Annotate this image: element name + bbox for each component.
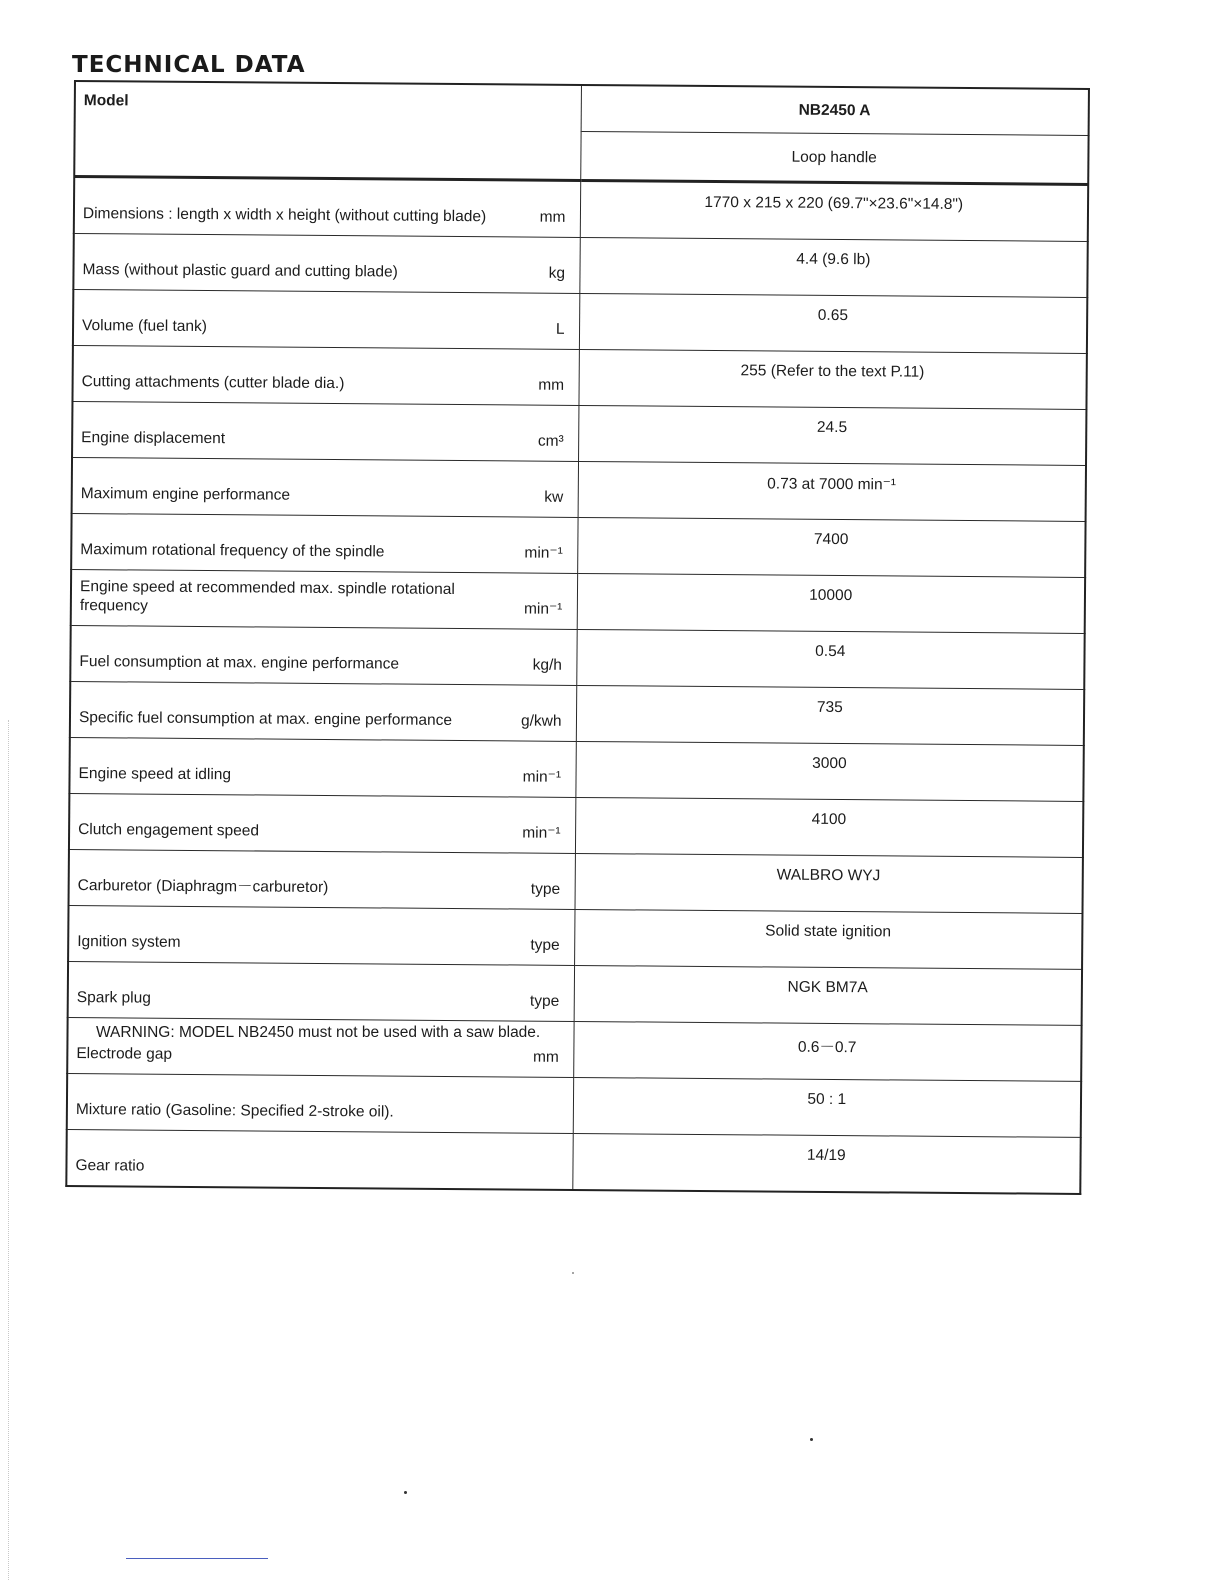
spec-row [73, 234, 1087, 298]
spec-parameter-cell [73, 234, 579, 294]
spec-label: Ignition system [77, 933, 181, 951]
spec-value: 4100 [575, 797, 1083, 857]
spec-parameter [80, 577, 563, 619]
spec-unit: min⁻¹ [522, 824, 561, 842]
spec-value: 0.73 at 7000 min⁻¹ [578, 461, 1086, 521]
spec-row [66, 1129, 1080, 1193]
spec-parameter-cell [71, 513, 577, 573]
spec-parameter-cell [66, 1129, 572, 1189]
spec-label: Engine speed at recommended max. spindle rotational frequency [79, 578, 455, 615]
spec-parameter-cell [74, 177, 580, 238]
variant-value: Loop handle [580, 131, 1088, 184]
spec-row [70, 625, 1084, 689]
spec-label: Carburetor (Diaphragm－carburetor) [77, 877, 329, 897]
spec-parameter [83, 204, 566, 227]
spec-parameter-cell [68, 905, 574, 965]
spec-label: Dimensions : length x width x height (without cutting blade) [82, 205, 487, 226]
spec-row [69, 793, 1083, 857]
spec-parameter-cell [71, 569, 577, 629]
spec-value: NGK BM7A [574, 965, 1082, 1025]
spec-row [74, 177, 1088, 242]
spec-label: Spark plug [76, 989, 151, 1007]
spec-value: WALBRO WYJ [575, 853, 1083, 913]
spec-label: Engine displacement [81, 429, 226, 448]
spec-parameter [75, 1156, 558, 1179]
spec-value: 255 (Refer to the text P.11) [578, 349, 1086, 409]
spec-parameter [82, 316, 565, 339]
spec-label: Specific fuel consumption at max. engine performance [78, 709, 453, 729]
spec-row [69, 849, 1083, 913]
spec-unit: min⁻¹ [523, 600, 563, 618]
spec-value: 10000 [577, 573, 1085, 633]
model-label: Model [74, 81, 581, 180]
spec-parameter-cell [73, 290, 579, 350]
spec-unit: g/kwh [520, 712, 562, 730]
spec-label: Maximum engine performance [80, 485, 291, 504]
spec-value: 50 : 1 [573, 1077, 1081, 1137]
spec-unit: type [530, 936, 560, 954]
spec-row [68, 961, 1082, 1025]
spec-unit: L [555, 320, 565, 338]
spec-parameter [79, 652, 562, 675]
model-row [75, 81, 1089, 135]
spec-value: Solid state ignition [574, 909, 1082, 969]
spec-parameter-cell [72, 457, 578, 517]
spec-value: 3000 [575, 741, 1083, 801]
spec-label: Engine speed at idling [78, 765, 232, 784]
spec-row [71, 513, 1085, 577]
spec-value: 14/19 [572, 1133, 1080, 1193]
warning-note: WARNING: MODEL NB2450 must not be used with a saw blade. [96, 1024, 541, 1041]
spec-unit: cm³ [537, 432, 564, 450]
spec-unit: kw [544, 488, 564, 506]
spec-unit: type [529, 992, 560, 1010]
spec-label: Maximum rotational frequency of the spindle [80, 541, 385, 561]
spec-unit: mm [538, 376, 565, 394]
spec-row [70, 681, 1084, 745]
model-value: NB2450 A [581, 85, 1089, 135]
spec-value: 7400 [577, 517, 1085, 577]
spec-label: Clutch engagement speed [78, 821, 260, 840]
spec-row [67, 1073, 1081, 1137]
spec-value: 0.54 [576, 629, 1084, 689]
spec-row [72, 345, 1086, 409]
spec-parameter-cell [72, 401, 578, 461]
spec-parameter [78, 876, 561, 899]
spec-parameter [78, 820, 561, 843]
spec-parameter [77, 988, 560, 1011]
spec-row [71, 569, 1085, 633]
spec-row [69, 737, 1083, 801]
spec-parameter [81, 484, 564, 507]
spec-label: Volume (fuel tank) [82, 317, 208, 336]
spec-parameter-cell [70, 681, 576, 741]
spec-parameter [81, 428, 564, 451]
spec-label: Electrode gap [76, 1045, 173, 1063]
spec-unit: type [530, 880, 561, 898]
spec-row [73, 290, 1087, 354]
spec-parameter [78, 764, 561, 787]
spec-parameter [77, 932, 560, 955]
spec-value: 0.65 [579, 293, 1087, 353]
scan-speck [404, 1491, 407, 1494]
spec-parameter [79, 708, 562, 731]
spec-parameter [76, 1044, 559, 1067]
spec-parameter [80, 540, 563, 563]
spec-parameter-cell [68, 961, 574, 1021]
spec-parameter-cell [70, 625, 576, 685]
spec-value: 0.6－0.7 [573, 1021, 1081, 1081]
spec-value: 4.4 (9.6 lb) [579, 237, 1087, 297]
spec-label: Mixture ratio (Gasoline: Specified 2-stroke oil). [75, 1101, 394, 1121]
spec-unit: mm [532, 1048, 559, 1066]
spec-label: Mass (without plastic guard and cutting blade) [82, 261, 398, 281]
spec-parameter-cell [69, 737, 575, 797]
spec-parameter [76, 1100, 559, 1123]
spec-label: Fuel consumption at max. engine performance [79, 653, 400, 673]
page-title: TECHNICAL DATA [72, 52, 306, 78]
spec-unit: mm [539, 208, 566, 226]
scan-speck [572, 1272, 574, 1274]
spec-parameter-cell [69, 793, 575, 853]
spec-value: 735 [576, 685, 1084, 745]
spec-row [72, 401, 1086, 465]
spec-unit: min⁻¹ [524, 544, 563, 562]
spec-unit: kg [548, 264, 566, 282]
spec-parameter [82, 372, 565, 395]
spec-label: Gear ratio [75, 1157, 145, 1175]
spec-value: 24.5 [578, 405, 1086, 465]
spec-parameter-cell [69, 849, 575, 909]
scan-edge-mark [8, 720, 9, 1580]
spec-parameter-cell [67, 1073, 573, 1133]
spec-unit: kg/h [532, 656, 562, 674]
footer-rule [126, 1558, 268, 1559]
spec-parameter [82, 260, 565, 283]
spec-value: 1770 x 215 x 220 (69.7"×23.6"×14.8") [580, 180, 1088, 241]
spec-row [68, 905, 1082, 969]
scan-speck [810, 1438, 813, 1441]
spec-unit: min⁻¹ [522, 768, 562, 786]
spec-parameter-cell [72, 345, 578, 405]
spec-label: Cutting attachments (cutter blade dia.) [81, 373, 345, 393]
spec-row [72, 457, 1086, 521]
